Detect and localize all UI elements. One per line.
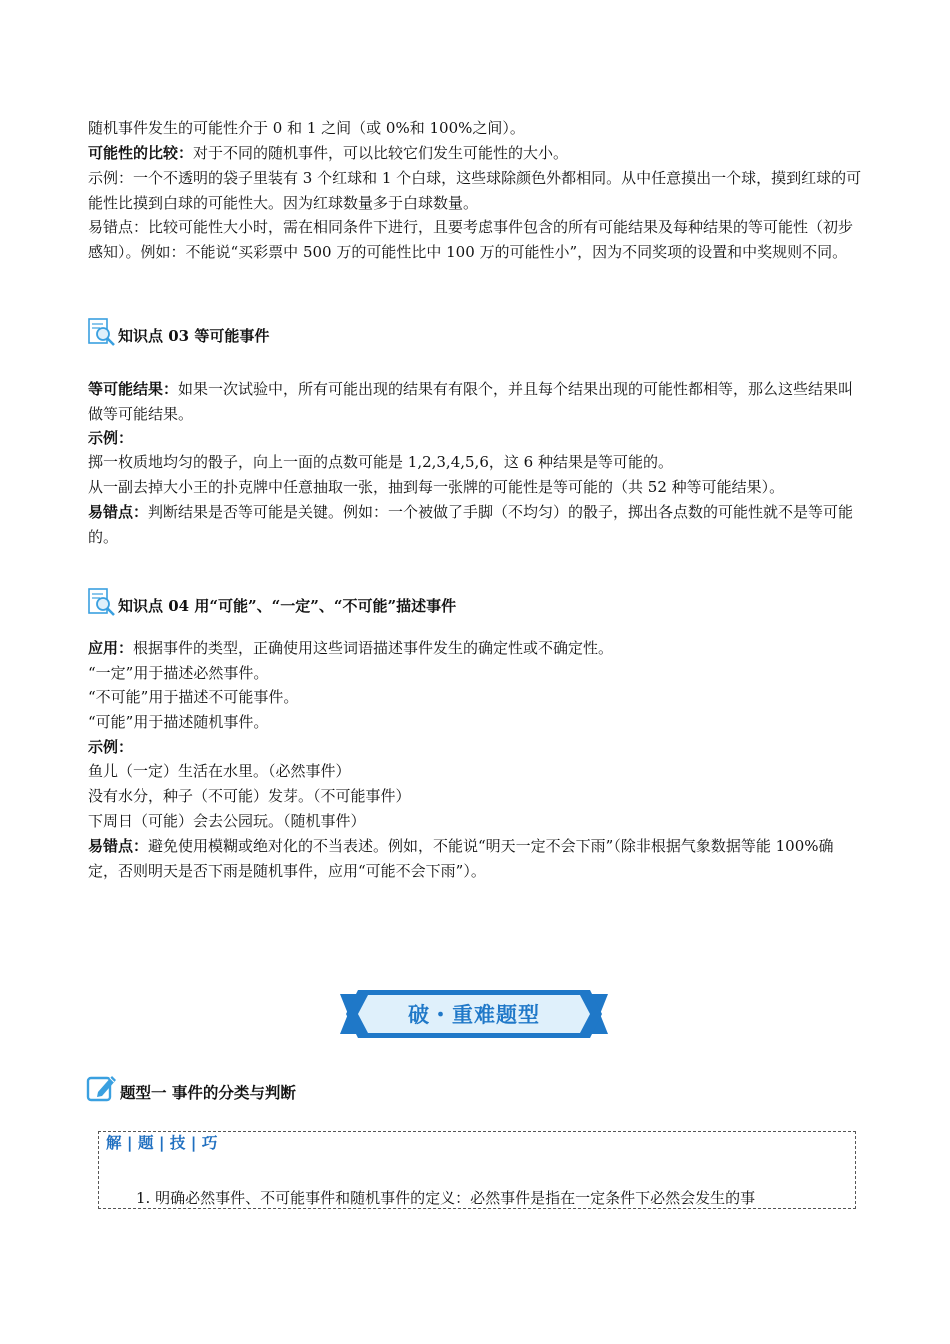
knowledge-point-03-title: 知识点 03 等可能事件: [118, 327, 270, 345]
paragraph-mistake-rain: [88, 834, 863, 883]
tip-item-1: 1. 明确必然事件、不可能事件和随机事件的定义：必然事件是指在一定条件下必然会发生的事: [136, 1189, 756, 1207]
compare-label: 可能性的比较：: [88, 144, 194, 162]
knowledge-point-04-heading: [88, 586, 456, 616]
paragraph-application: [88, 636, 863, 661]
pencil-note-icon: [86, 1072, 118, 1104]
paragraph-probability-range: 随机事件发生的可能性介于 0 和 1 之间（或 0%和 100%之间）。: [88, 119, 525, 137]
paragraph-example-seed: 没有水分，种子（不可能）发芽。（不可能事件）: [88, 787, 411, 805]
paragraph-use-certain: “一定”用于描述必然事件。: [88, 664, 269, 682]
def-label: 等可能结果：: [88, 380, 179, 398]
knowledge-point-03-heading: [88, 316, 269, 346]
mistake-text: 避免使用模糊或绝对化的不当表述。例如，不能说“明天一定不会下雨”（除非根据气象数据等能 100%确定，否则明天是否下雨是随机事件，应用“可能不会下雨”）。: [88, 837, 834, 880]
magnifier-document-icon: [88, 588, 116, 616]
compare-text: 对于不同的随机事件，可以比较它们发生可能性的大小。: [193, 144, 569, 162]
question-type-1-heading: [86, 1072, 296, 1104]
paragraph-example-balls: 示例：一个不透明的袋子里装有 3 个红球和 1 个白球，这些球除颜色外都相同。从中任意摸出一个球，摸到红球的可能性比摸到白球的可能性大。因为红球数量多于白球数量。: [88, 169, 862, 212]
app-label: 应用：: [88, 639, 134, 657]
solving-tips-label: 解 | 题 | 技 | 巧: [106, 1134, 218, 1152]
mistake-text: 判断结果是否等可能是关键。例如：一个被做了手脚（不均匀）的骰子，掷出各点数的可能性就不是等可能的。: [88, 503, 854, 546]
knowledge-point-04-title: 知识点 04 用“可能”、“一定”、“不可能”描述事件: [118, 597, 457, 615]
paragraph-mistake-lottery: 易错点：比较可能性大小时，需在相同条件下进行，且要考虑事件包含的所有可能结果及每种结果的等可能性（初步感知）。例如：不能说“买彩票中 500 万的可能性比中 100 万的可能性小”，因为不同奖项的设置和中奖规则不同。: [88, 218, 854, 261]
question-type-1-title: 题型一 事件的分类与判断: [120, 1083, 296, 1102]
app-text: 根据事件的类型，正确使用这些词语描述事件发生的确定性或不确定性。: [133, 639, 614, 657]
paragraph-dice-example: 掷一枚质地均匀的骰子，向上一面的点数可能是 1,2,3,4,5,6，这 6 种结果是等可能的。: [88, 453, 673, 471]
def-text: 如果一次试验中，所有可能出现的结果有有限个，并且每个结果出现的可能性都相等，那么这些结果叫做等可能结果。: [88, 380, 854, 423]
paragraph-cards-example: 从一副去掉大小王的扑克牌中任意抽取一张，抽到每一张牌的可能性是等可能的（共 52 种等可能结果）。: [88, 478, 785, 496]
paragraph-example-fish: 鱼儿（一定）生活在水里。（必然事件）: [88, 762, 351, 780]
paragraph-use-possible: “可能”用于描述随机事件。: [88, 713, 269, 731]
magnifier-document-icon: [88, 318, 116, 346]
banner-title: 破・重难题型: [408, 1003, 540, 1027]
paragraph-use-impossible: “不可能”用于描述不可能事件。: [88, 688, 299, 706]
mistake-label: 易错点：: [88, 837, 149, 855]
paragraph-equal-outcome-def: [88, 377, 863, 426]
example-label: 示例：: [88, 738, 134, 756]
paragraph-example-park: 下周日（可能）会去公园玩。（随机事件）: [88, 812, 366, 830]
paragraph-mistake-dice: [88, 500, 863, 549]
mistake-label: 易错点：: [88, 503, 149, 521]
paragraph-compare: [88, 141, 863, 166]
example-label: 示例：: [88, 429, 134, 447]
